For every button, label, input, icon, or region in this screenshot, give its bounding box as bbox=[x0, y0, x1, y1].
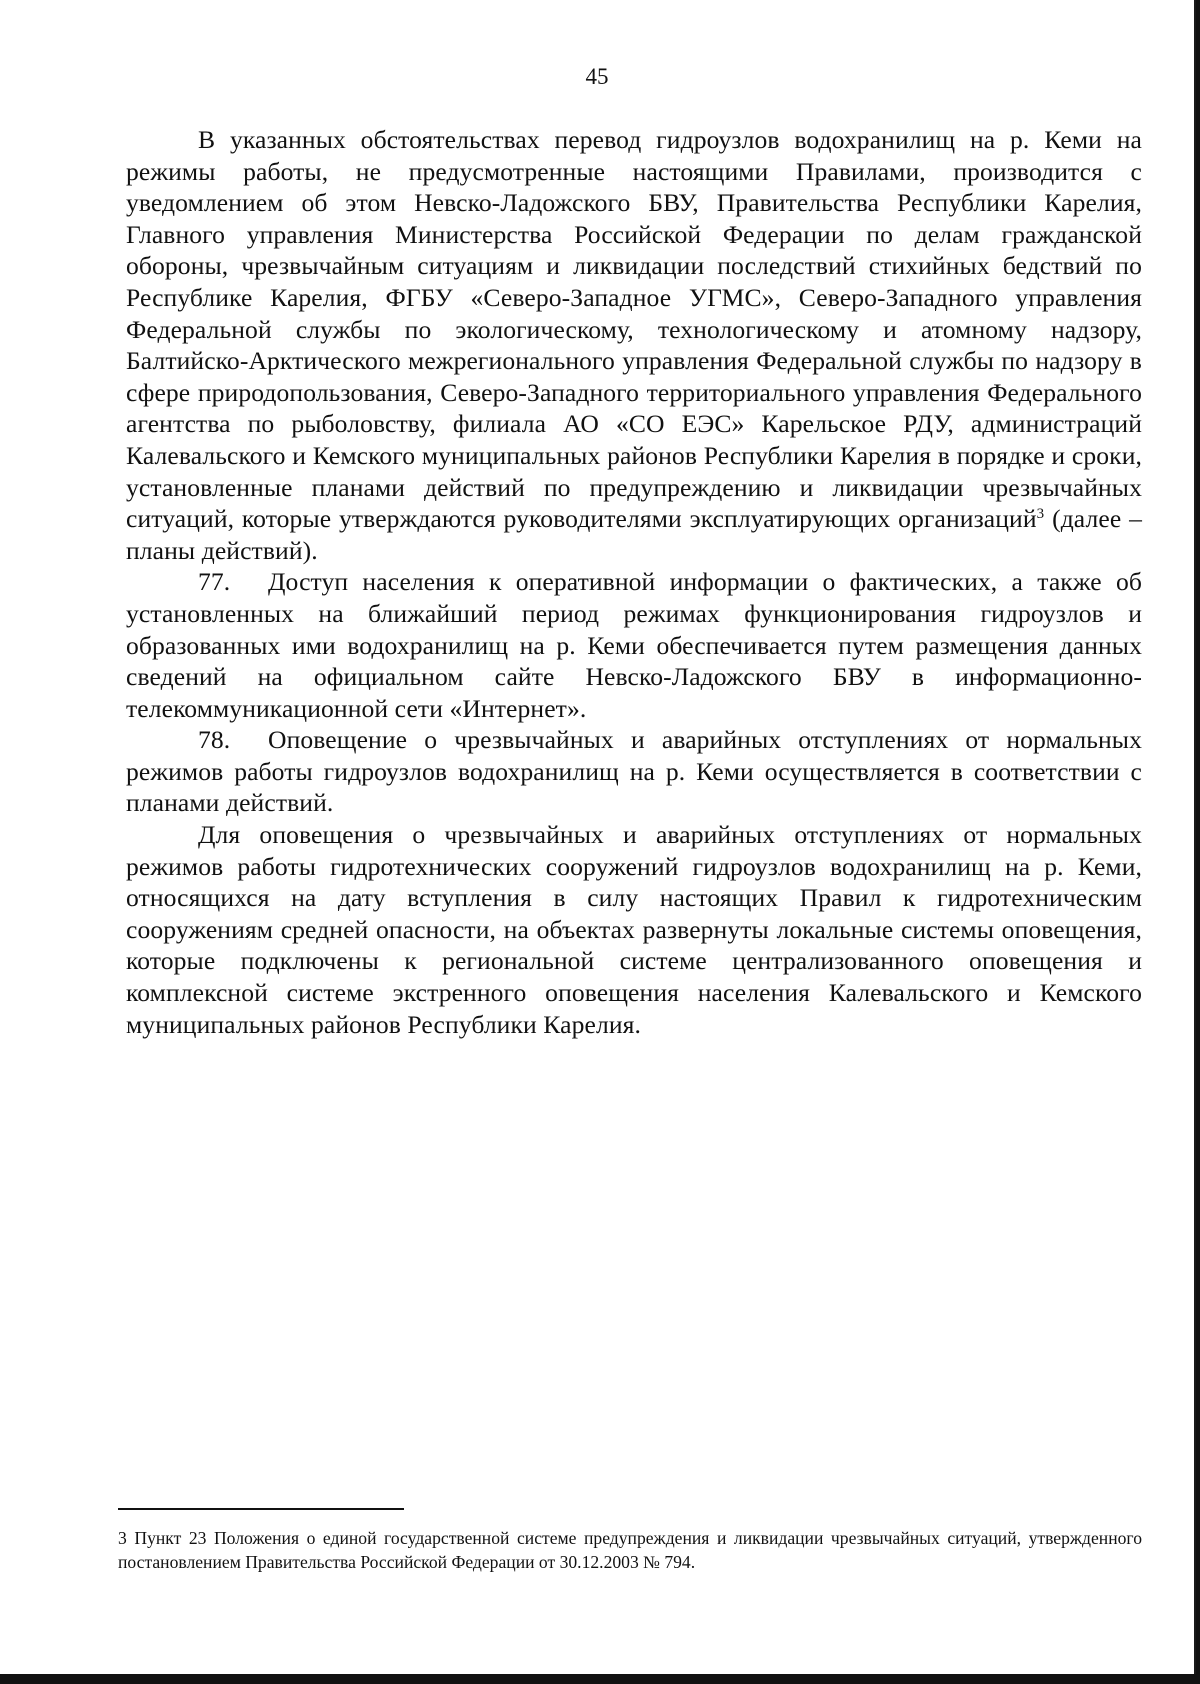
clause-78-number: 78. bbox=[198, 725, 231, 755]
footnote-marker: 3 bbox=[118, 1528, 127, 1548]
clause-77-text: Доступ населения к оперативной информации о фактических, а также об установленных на ближайший период режимах функционирования гидроузлов и образованных ими водохранилищ на р. Кеми обеспечивается путем размещения данных сведений на официальном сайте Невско-Ладожского БВУ в информационно-телекоммуникационной сети «Интернет». bbox=[126, 567, 1142, 723]
paragraph-notification-text: Для оповещения о чрезвычайных и аварийных отступлениях от нормальных режимов работы гидротехнических сооружений гидроузлов водохранилищ на р. Кеми, относящихся на дату вступления в силу настоящих Правил к гидротехническим сооружениям средней опасности, на объектах развернуты локальные системы оповещения, которые подключены к региональной системе централизованного оповещения и комплексной системе экстренного оповещения населения Калевальского и Кемского муниципальных районов Республики Карелия. bbox=[126, 820, 1142, 1039]
footnote-paragraph bbox=[118, 1526, 1142, 1574]
footnote-reference[interactable]: 3 bbox=[1036, 506, 1045, 523]
paragraph-notification bbox=[126, 819, 1142, 1040]
footnote bbox=[118, 1526, 1142, 1574]
paragraph-intro-text: В указанных обстоятельствах перевод гидроузлов водохранилищ на р. Кеми на режимы работы, не предусмотренные настоящими Правилами, производится с уведомлением об этом Невско-Ладожского БВУ, Правительства Республики Карелия, Главного управления Министерства Российской Федерации по делам гражданской обороны, чрезвычайным ситуациям и ликвидации последствий стихийных бедствий по Республике Карелия, ФГБУ «Северо-Западное УГМС», Северо-Западного управления Федеральной службы по экологическому, технологическому и атомному надзору, Балтийско-Арктического межрегионального управления Федеральной службы по надзору в сфере природопользования, Северо-Западного территориального управления Федерального агентства по рыболовству, филиала АО «СО ЕЭС» Карельское РДУ, администраций Калевальского и Кемского муниципальных районов Республики Карелия в порядке и сроки, установленные планами действий по предупреждению и ликвидации чрезвычайных ситуаций, которые утверждаются руководителями эксплуатирующих организаций bbox=[126, 125, 1142, 534]
footnote-divider bbox=[118, 1508, 404, 1510]
clause-77-number: 77. bbox=[198, 567, 231, 597]
clause-77 bbox=[126, 566, 1142, 724]
clause-78-text: Оповещение о чрезвычайных и аварийных отступлениях от нормальных режимов работы гидроузлов водохранилищ на р. Кеми осуществляется в соответствии с планами действий. bbox=[126, 725, 1142, 818]
footnote-text: Пункт 23 Положения о единой государственной системе предупреждения и ликвидации чрезвычайных ситуаций, утвержденного постановлением Правительства Российской Федерации от 30.12.2003 № 794. bbox=[118, 1528, 1142, 1572]
page-number: 45 bbox=[585, 64, 609, 89]
paragraph-intro bbox=[126, 124, 1142, 566]
paragraph-intro-text-tail: (далее – планы действий). bbox=[126, 504, 1142, 565]
document-body bbox=[126, 124, 1142, 1040]
clause-78 bbox=[126, 724, 1142, 819]
